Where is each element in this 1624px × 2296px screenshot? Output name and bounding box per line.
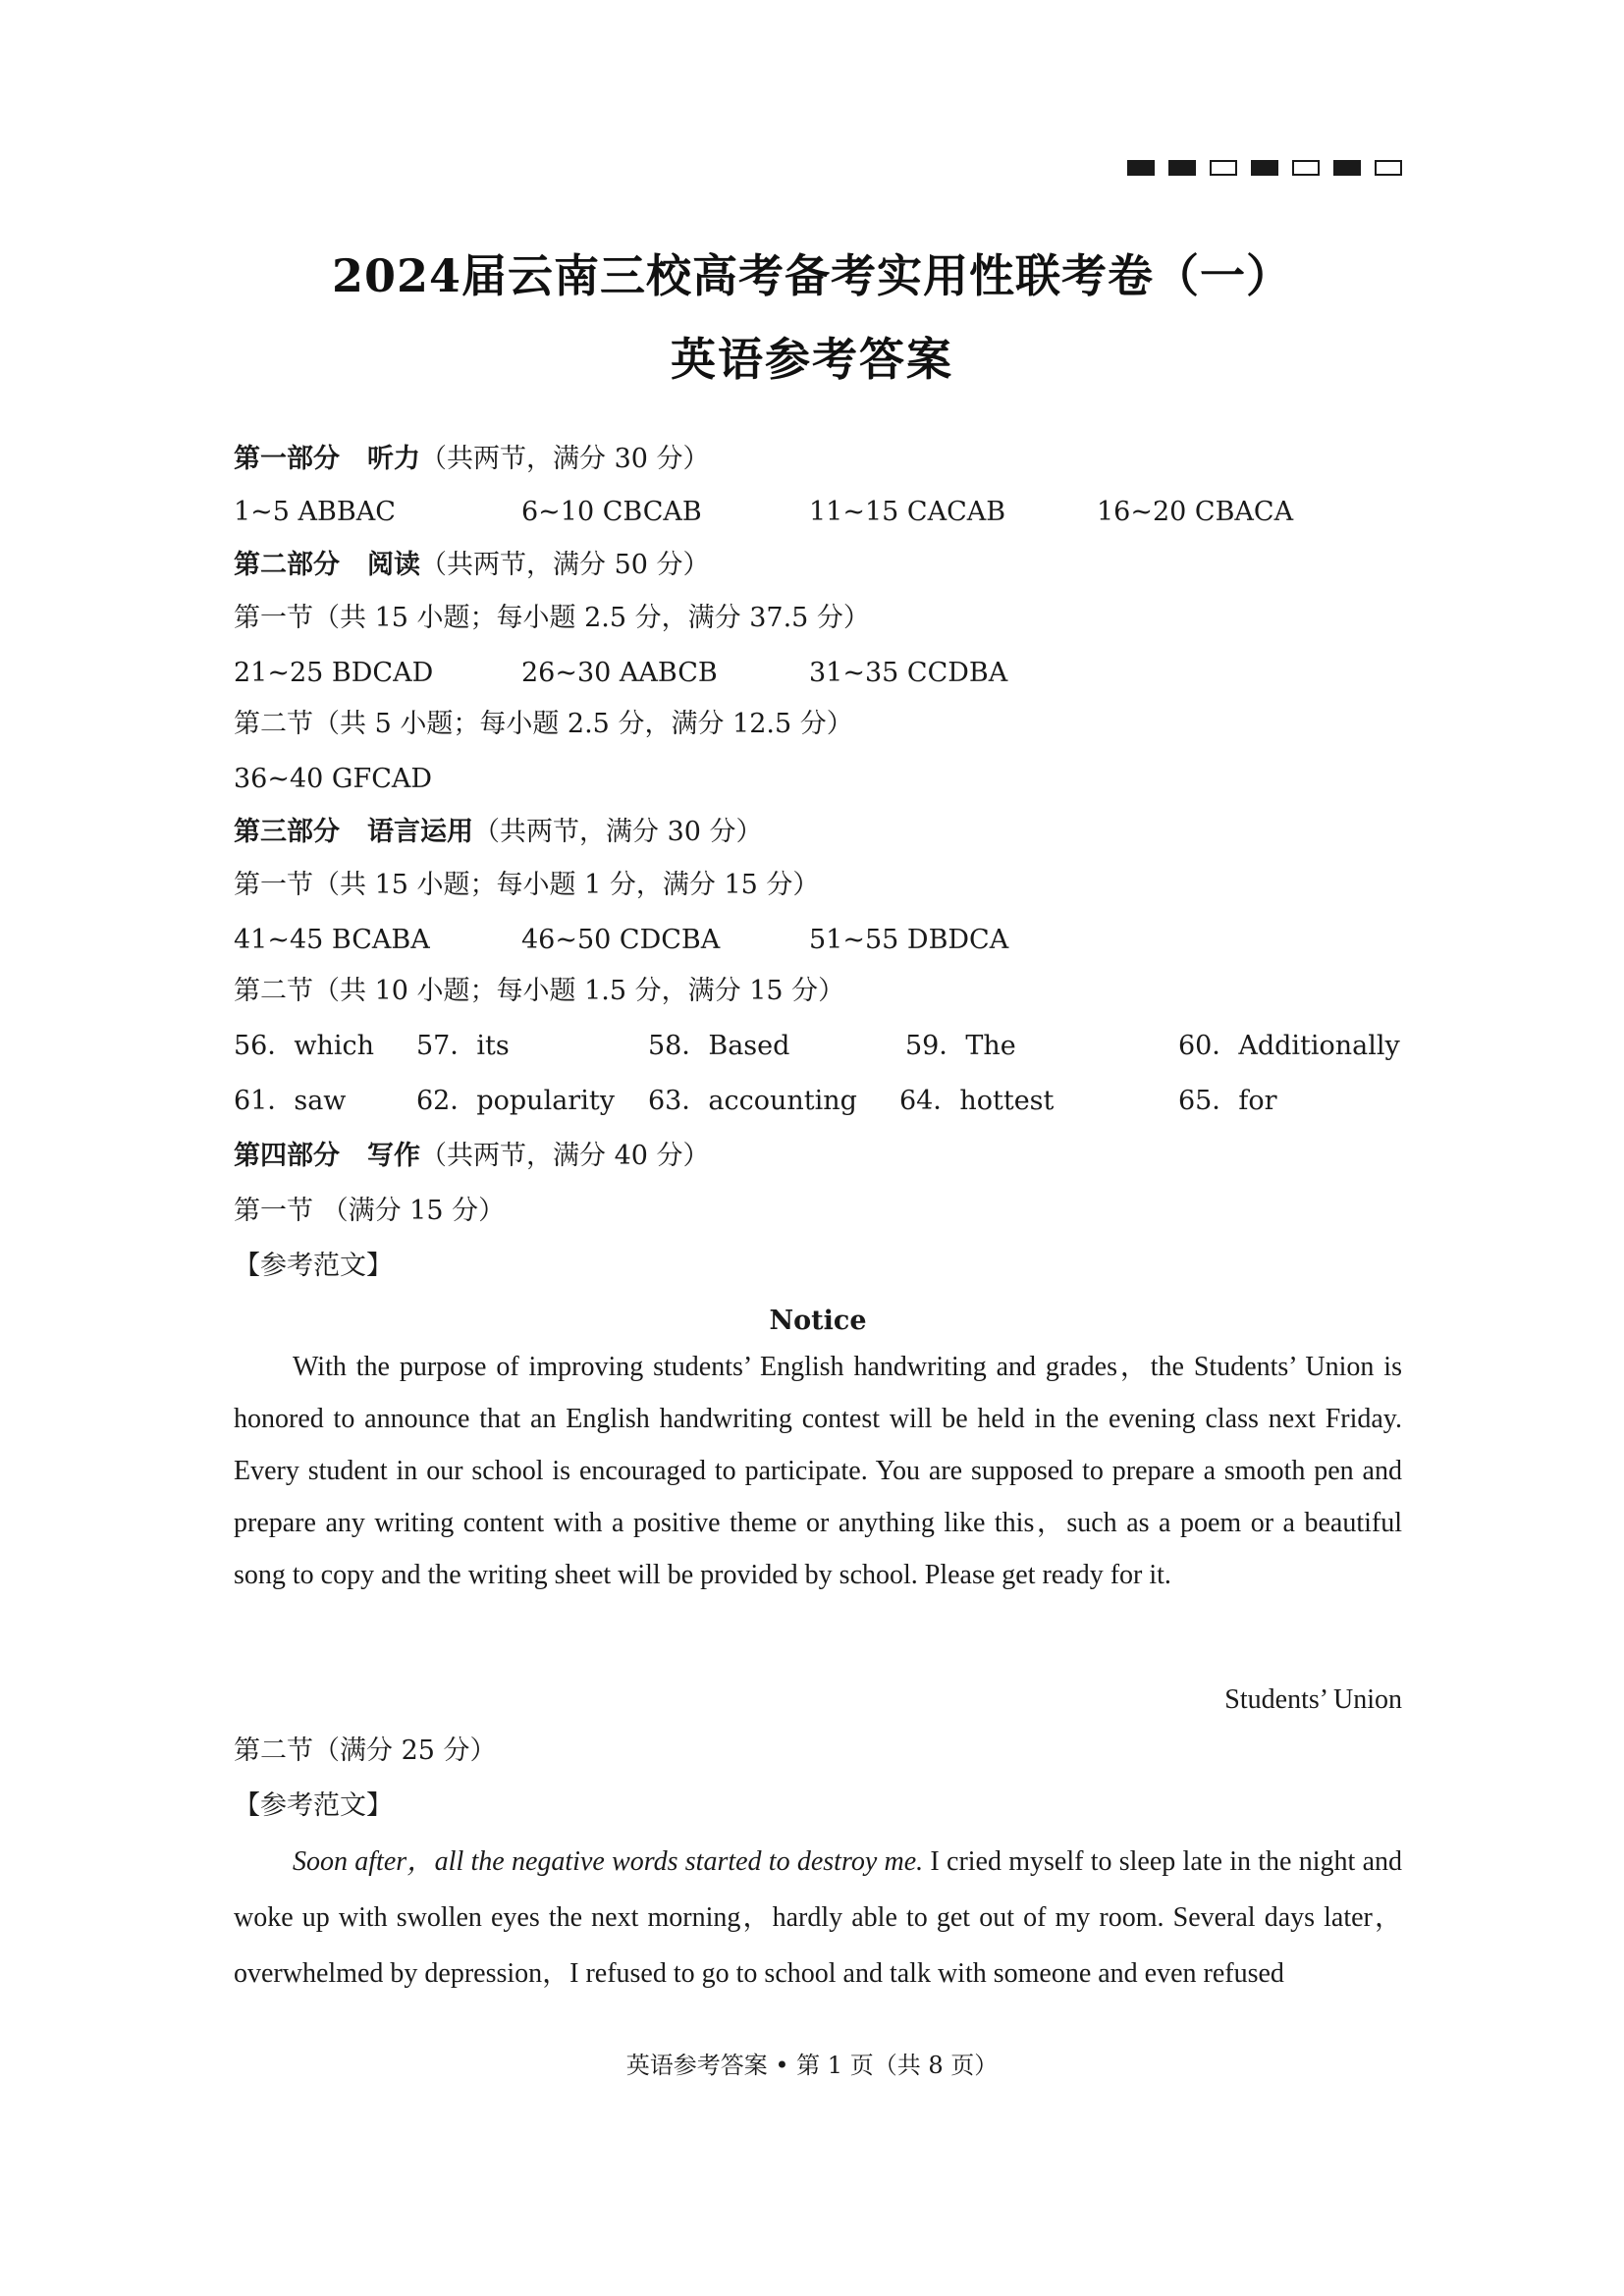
part1-info: （共两节，满分 30 分） (420, 444, 710, 474)
part3-section2-row1 (234, 1027, 1402, 1066)
part3-name: 语言运用 (367, 817, 473, 847)
part4-info: （共两节，满分 40 分） (420, 1141, 710, 1171)
answer-item: 65．for (1178, 1086, 1277, 1116)
sample-essay-label: 【参考范文】 (234, 1251, 393, 1281)
notice-body: With the purpose of improving students’ English handwriting and grades，the Students’ Union is honored to announce that an English handwriting contest will be held in the evening class next Friday. Every student in our school is encouraged to participate. You are supposed to prepare a smooth pen and prepare any writing content with a positive theme or anything like this，such as a poem or a beautiful song to copy and the writing sheet will be provided by school. Please get ready for it. (234, 1352, 1402, 1590)
page-footer: 英语参考答案 • 第 1 页（共 8 页） (625, 2052, 999, 2079)
part4-header (234, 1137, 710, 1176)
part3-section1-header: 第一节（共 15 小题；每小题 1 分，满分 15 分） (234, 870, 820, 900)
answer-group: 6~10 CBCAB (521, 497, 702, 527)
part2-section2-header: 第二节（共 5 小题；每小题 2.5 分，满分 12.5 分） (234, 709, 853, 739)
code-mark (1375, 160, 1402, 176)
answer-item: 57．its (416, 1031, 510, 1061)
story-text: I cried myself to sleep late in the night and woke up with swollen eyes the next morning，hardly able to get out of my room. Several days later，overwhelmed by depression，I refused to go to school and talk with someone and even refused (234, 1846, 1403, 1989)
code-mark (1333, 160, 1361, 176)
answer-group: 21~25 BDCAD (234, 658, 434, 688)
answer-item: 61．saw (234, 1086, 347, 1116)
part4-heading: 第四部分 (234, 1141, 340, 1171)
part2-info: （共两节，满分 50 分） (420, 550, 710, 580)
part3-info: （共两节，满分 30 分） (473, 817, 763, 847)
part2-section1-header: 第一节（共 15 小题；每小题 2.5 分，满分 37.5 分） (234, 603, 870, 633)
part3-section1-answers (234, 921, 1402, 960)
exam-subtitle: 英语参考答案 (671, 333, 953, 386)
part4-name: 写作 (367, 1141, 420, 1171)
code-mark (1127, 160, 1155, 176)
part3-section2-header: 第二节（共 10 小题；每小题 1.5 分，满分 15 分） (234, 976, 845, 1006)
part2-section2-answers (234, 760, 1402, 799)
story-italic-opening: Soon after，all the negative words started to destroy me. (293, 1846, 924, 1877)
answer-group: 1~5 ABBAC (234, 497, 396, 527)
notice-signature: Students’ Union (1224, 1684, 1402, 1715)
answer-group: 46~50 CDCBA (521, 925, 721, 955)
sample-essay-label-2: 【参考范文】 (234, 1790, 393, 1821)
answer-item: 63．accounting (648, 1086, 857, 1116)
part1-heading: 第一部分 (234, 444, 340, 474)
part1-answers (234, 493, 1402, 532)
part3-heading: 第三部分 (234, 817, 340, 847)
continuation-essay (234, 1834, 1402, 2002)
part3-header (234, 813, 763, 852)
answer-item: 60．Additionally (1178, 1031, 1400, 1061)
part4-section2-header: 第二节（满分 25 分） (234, 1735, 497, 1766)
code-mark (1292, 160, 1320, 176)
part2-header (234, 546, 710, 585)
code-mark (1168, 160, 1196, 176)
part1-header (234, 440, 710, 479)
part1-name: 听力 (367, 444, 420, 474)
code-mark (1251, 160, 1278, 176)
answer-item: 56．which (234, 1031, 375, 1061)
answer-group: 16~20 CBACA (1097, 497, 1294, 527)
answer-group: 11~15 CACAB (809, 497, 1006, 527)
answer-group: 26~30 AABCB (521, 658, 718, 688)
answer-group: 51~55 DBDCA (809, 925, 1009, 955)
part4-section1-header: 第一节 （满分 15 分） (234, 1196, 506, 1226)
part2-name: 阅读 (367, 550, 420, 580)
code-mark (1210, 160, 1237, 176)
answer-group: 31~35 CCDBA (809, 658, 1008, 688)
exam-title: 2024届云南三校高考备考实用性联考卷（一） (331, 249, 1293, 302)
part2-heading: 第二部分 (234, 550, 340, 580)
exam-code-marks (1127, 160, 1402, 176)
part2-section1-answers (234, 654, 1402, 693)
notice-title: Notice (769, 1306, 867, 1336)
answer-group: 36~40 GFCAD (234, 764, 433, 794)
answer-item: 64．hottest (899, 1086, 1055, 1116)
answer-group: 41~45 BCABA (234, 925, 430, 955)
answer-item: 62．popularity (416, 1086, 615, 1116)
part3-section2-row2 (234, 1082, 1402, 1121)
answer-item: 58．Based (648, 1031, 790, 1061)
answer-item: 59．The (905, 1031, 1016, 1061)
